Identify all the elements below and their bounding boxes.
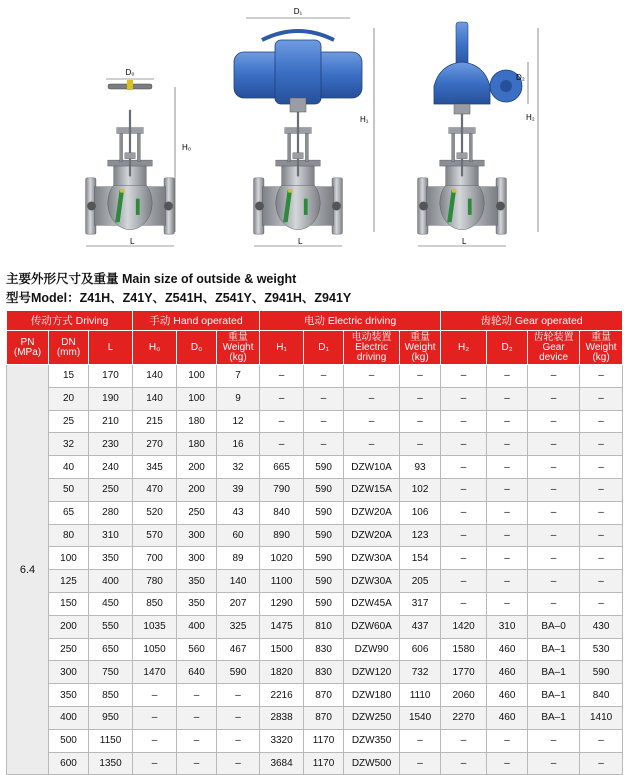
table-cell: 460 [487,638,528,661]
table-row [7,570,623,593]
table-cell: – [580,752,623,775]
table-row [7,661,623,684]
table-cell: 1050 [133,638,177,661]
l-label-hand: L [130,237,135,246]
table-cell: 460 [487,684,528,707]
table-cell: – [133,729,177,752]
column-header-d0: D₀ [177,331,217,365]
table-cell: – [580,547,623,570]
table-cell: 606 [400,638,441,661]
table-cell: 1290 [260,592,304,615]
table-cell: 590 [304,592,344,615]
table-cell: – [441,501,487,524]
table-cell: 570 [133,524,177,547]
table-cell: – [133,684,177,707]
electric-valve-drawing [234,7,374,246]
table-cell: 1770 [441,661,487,684]
table-cell: – [580,365,623,388]
table-cell: DZW250 [344,706,400,729]
column-header-gdevice: 齿轮装置 Gear device [528,331,580,365]
column-header-d1: D₁ [304,331,344,365]
table-cell: – [400,387,441,410]
table-cell: 1170 [304,729,344,752]
table-cell: 12 [217,410,260,433]
table-cell: 2270 [441,706,487,729]
table-cell: 350 [177,570,217,593]
table-row [7,456,623,479]
table-cell: – [304,387,344,410]
table-cell: DZW90 [344,638,400,661]
table-cell: 80 [49,524,89,547]
table-cell: 1035 [133,615,177,638]
table-cell: 240 [89,456,133,479]
table-cell: – [217,706,260,729]
table-cell: – [133,706,177,729]
table-cell: – [487,478,528,501]
table-cell: 590 [304,456,344,479]
table-cell: – [133,752,177,775]
group-header-electric: 电动 Electric driving [260,311,441,331]
table-cell: – [441,592,487,615]
table-cell: 300 [177,547,217,570]
table-cell: 65 [49,501,89,524]
table-cell: 1410 [580,706,623,729]
table-cell: 250 [49,638,89,661]
table-cell: 870 [304,706,344,729]
table-cell: – [304,433,344,456]
valve-drawings [0,0,626,262]
table-cell: – [580,524,623,547]
table-group-header-row [7,311,623,331]
table-cell: 750 [89,661,133,684]
table-cell: 2216 [260,684,304,707]
table-cell: 850 [89,684,133,707]
table-cell: 89 [217,547,260,570]
table-cell: – [441,365,487,388]
table-row [7,524,623,547]
table-cell: – [487,456,528,479]
table-cell: 20 [49,387,89,410]
table-row [7,387,623,410]
table-cell: – [441,547,487,570]
table-cell: – [441,387,487,410]
table-cell: 25 [49,410,89,433]
table-cell: 870 [304,684,344,707]
table-cell: – [441,410,487,433]
table-cell: 106 [400,501,441,524]
table-cell: – [580,501,623,524]
table-cell: – [441,478,487,501]
column-header-edevice: 电动装置 Electric driving [344,331,400,365]
table-cell: 3320 [260,729,304,752]
table-cell: 460 [487,706,528,729]
table-cell: 43 [217,501,260,524]
table-cell: 830 [304,661,344,684]
table-cell: – [177,684,217,707]
table-cell: 520 [133,501,177,524]
table-cell: – [580,410,623,433]
table-cell: 123 [400,524,441,547]
table-cell: 2060 [441,684,487,707]
table-cell: 50 [49,478,89,501]
column-header-h0: H₀ [133,331,177,365]
table-cell: DZW15A [344,478,400,501]
table-cell: DZW350 [344,729,400,752]
table-cell: 1170 [304,752,344,775]
table-cell: – [487,433,528,456]
table-cell: 317 [400,592,441,615]
table-cell: 230 [89,433,133,456]
table-cell: BA–1 [528,684,580,707]
table-cell: – [580,433,623,456]
table-cell: – [441,433,487,456]
h2-label: H₂ [526,113,535,122]
table-cell: – [400,365,441,388]
h0-label: H₀ [182,143,192,152]
table-cell: – [528,570,580,593]
table-title: 主要外形尺寸及重量 Main size of outside & weight [6,272,297,286]
table-cell: DZW30A [344,547,400,570]
group-header-driving: 传动方式 Driving [7,311,133,331]
table-cell: – [441,456,487,479]
table-cell: 180 [177,433,217,456]
table-cell: – [344,410,400,433]
table-cell: 1475 [260,615,304,638]
table-cell: 530 [580,638,623,661]
table-cell: – [344,387,400,410]
table-cell: 15 [49,365,89,388]
table-cell: – [177,752,217,775]
table-row [7,501,623,524]
gear-operated-valve-drawing [418,22,538,246]
table-cell: 590 [304,524,344,547]
table-cell: – [400,410,441,433]
table-row [7,433,623,456]
table-cell: – [217,684,260,707]
table-cell: 650 [89,638,133,661]
table-cell: 60 [217,524,260,547]
h1-label: H₁ [360,115,369,124]
table-cell: 250 [177,501,217,524]
table-cell: – [528,365,580,388]
table-cell: – [304,410,344,433]
l-label-electric: L [298,237,303,246]
table-cell: – [400,433,441,456]
table-cell: – [580,570,623,593]
table-cell: 200 [49,615,89,638]
table-cell: 102 [400,478,441,501]
table-cell: 437 [400,615,441,638]
table-cell: DZW60A [344,615,400,638]
table-cell: 205 [400,570,441,593]
table-cell: 840 [260,501,304,524]
table-cell: 460 [487,661,528,684]
table-row [7,478,623,501]
table-cell: 1470 [133,661,177,684]
table-cell: 2838 [260,706,304,729]
group-header-hand: 手动 Hand operated [133,311,260,331]
table-row [7,752,623,775]
table-cell: – [487,592,528,615]
table-cell: – [528,387,580,410]
table-cell: – [580,592,623,615]
table-cell: BA–1 [528,638,580,661]
d0-label: D₀ [125,68,135,77]
table-cell: 1420 [441,615,487,638]
table-cell: 280 [89,501,133,524]
table-cell: DZW500 [344,752,400,775]
table-cell: – [400,752,441,775]
column-header-h1: H₁ [260,331,304,365]
table-cell: 430 [580,615,623,638]
table-cell: DZW20A [344,501,400,524]
table-cell: 600 [49,752,89,775]
table-cell: – [580,729,623,752]
table-cell: 100 [177,365,217,388]
table-cell: 400 [177,615,217,638]
table-cell: 1500 [260,638,304,661]
table-cell: – [260,387,304,410]
table-cell: 350 [89,547,133,570]
table-cell: 93 [400,456,441,479]
column-header-w-elec: 重量 Weight (kg) [400,331,441,365]
table-cell: 270 [133,433,177,456]
table-cell: 830 [304,638,344,661]
table-cell: 350 [49,684,89,707]
table-row [7,615,623,638]
table-cell: 310 [89,524,133,547]
table-cell: BA–1 [528,706,580,729]
table-cell: 32 [49,433,89,456]
table-body [7,365,623,775]
table-cell: 190 [89,387,133,410]
table-cell: 325 [217,615,260,638]
table-cell: – [528,524,580,547]
table-cell: – [528,501,580,524]
table-cell: – [487,729,528,752]
table-cell: 100 [177,387,217,410]
table-cell: 1110 [400,684,441,707]
table-cell: BA–1 [528,661,580,684]
table-cell: – [441,570,487,593]
table-cell: – [528,592,580,615]
table-cell: 590 [304,478,344,501]
table-cell: 140 [133,365,177,388]
table-cell: – [441,752,487,775]
table-cell: – [260,410,304,433]
model-line: 型号Model：Z41H、Z41Y、Z541H、Z541Y、Z941H、Z941Y [6,291,352,305]
column-header-w-gear: 重量 Weight (kg) [580,331,623,365]
table-cell: 590 [304,547,344,570]
table-cell: 467 [217,638,260,661]
table-cell: 400 [89,570,133,593]
table-cell: – [528,410,580,433]
table-cell: 32 [217,456,260,479]
table-cell: 210 [89,410,133,433]
table-cell: 3684 [260,752,304,775]
table-cell: 400 [49,706,89,729]
table-cell: 732 [400,661,441,684]
table-cell: BA–0 [528,615,580,638]
table-cell: – [177,706,217,729]
table-row [7,410,623,433]
table-column-header-row [7,331,623,365]
table-cell: 9 [217,387,260,410]
table-cell: 780 [133,570,177,593]
table-cell: 150 [49,592,89,615]
table-cell: 345 [133,456,177,479]
d1-label: D₁ [293,7,303,16]
table-cell: DZW10A [344,456,400,479]
column-header-d2: D₂ [487,331,528,365]
table-cell: 590 [580,661,623,684]
table-row [7,729,623,752]
table-cell: – [528,547,580,570]
table-cell: 1540 [400,706,441,729]
table-row [7,638,623,661]
table-cell: – [217,729,260,752]
table-cell: 500 [49,729,89,752]
l-label-gear: L [462,237,467,246]
table-cell: – [260,433,304,456]
table-cell: – [260,365,304,388]
table-cell: DZW30A [344,570,400,593]
table-cell: – [580,456,623,479]
table-cell: – [528,456,580,479]
table-cell: 1580 [441,638,487,661]
table-row [7,684,623,707]
table-cell: 125 [49,570,89,593]
table-cell: 140 [133,387,177,410]
table-cell: – [487,547,528,570]
table-cell: DZW45A [344,592,400,615]
table-row [7,592,623,615]
table-cell: 170 [89,365,133,388]
table-cell: 790 [260,478,304,501]
table-cell: – [344,433,400,456]
table-cell: 950 [89,706,133,729]
table-cell: – [487,570,528,593]
table-cell: 450 [89,592,133,615]
table-cell: 590 [304,570,344,593]
table-cell: 590 [304,501,344,524]
table-cell: – [487,501,528,524]
section-titles [6,271,351,306]
table-cell: – [177,729,217,752]
table-row [7,706,623,729]
table-cell: – [580,387,623,410]
group-header-gear: 齿轮动 Gear operated [441,311,623,331]
table-cell: – [487,387,528,410]
table-cell: DZW20A [344,524,400,547]
table-cell: 207 [217,592,260,615]
table-cell: 300 [49,661,89,684]
table-row [7,365,623,388]
table-cell: 39 [217,478,260,501]
table-cell: 1820 [260,661,304,684]
table-cell: – [487,365,528,388]
column-header-h2: H₂ [441,331,487,365]
d2-label: D₂ [516,73,525,82]
table-cell: 250 [89,478,133,501]
table-cell: 590 [217,661,260,684]
column-header-dn: DN (mm) [49,331,89,365]
table-cell: 40 [49,456,89,479]
table-cell: 1350 [89,752,133,775]
table-cell: – [487,524,528,547]
table-cell: 200 [177,456,217,479]
table-cell: – [528,729,580,752]
pn-value-cell: 6.4 [7,365,49,775]
table-cell: – [441,729,487,752]
table-cell: – [528,433,580,456]
table-cell: – [441,524,487,547]
table-cell: 700 [133,547,177,570]
table-cell: 154 [400,547,441,570]
table-cell: 16 [217,433,260,456]
table-cell: – [344,365,400,388]
table-cell: 100 [49,547,89,570]
table-cell: 1020 [260,547,304,570]
size-weight-table [6,310,623,775]
table-cell: – [528,478,580,501]
table-row [7,547,623,570]
table-cell: – [580,478,623,501]
table-cell: – [217,752,260,775]
table-cell: 640 [177,661,217,684]
table-cell: 560 [177,638,217,661]
table-cell: – [400,729,441,752]
table-cell: – [528,752,580,775]
hand-operated-valve-drawing [86,68,192,246]
table-cell: 1150 [89,729,133,752]
table-cell: – [487,410,528,433]
column-header-w-hand: 重量 Weight (kg) [217,331,260,365]
table-cell: – [304,365,344,388]
column-header-l: L [89,331,133,365]
table-cell: – [487,752,528,775]
table-cell: DZW180 [344,684,400,707]
table-cell: 200 [177,478,217,501]
table-cell: 810 [304,615,344,638]
table-cell: 140 [217,570,260,593]
table-cell: DZW120 [344,661,400,684]
table-cell: 350 [177,592,217,615]
table-cell: 550 [89,615,133,638]
table-cell: 850 [133,592,177,615]
table-cell: 470 [133,478,177,501]
column-header-pn: PN (MPa) [7,331,49,365]
table-cell: 7 [217,365,260,388]
table-cell: 665 [260,456,304,479]
table-cell: 310 [487,615,528,638]
table-cell: 215 [133,410,177,433]
table-cell: 890 [260,524,304,547]
table-cell: 840 [580,684,623,707]
table-cell: 1100 [260,570,304,593]
table-cell: 180 [177,410,217,433]
table-cell: 300 [177,524,217,547]
